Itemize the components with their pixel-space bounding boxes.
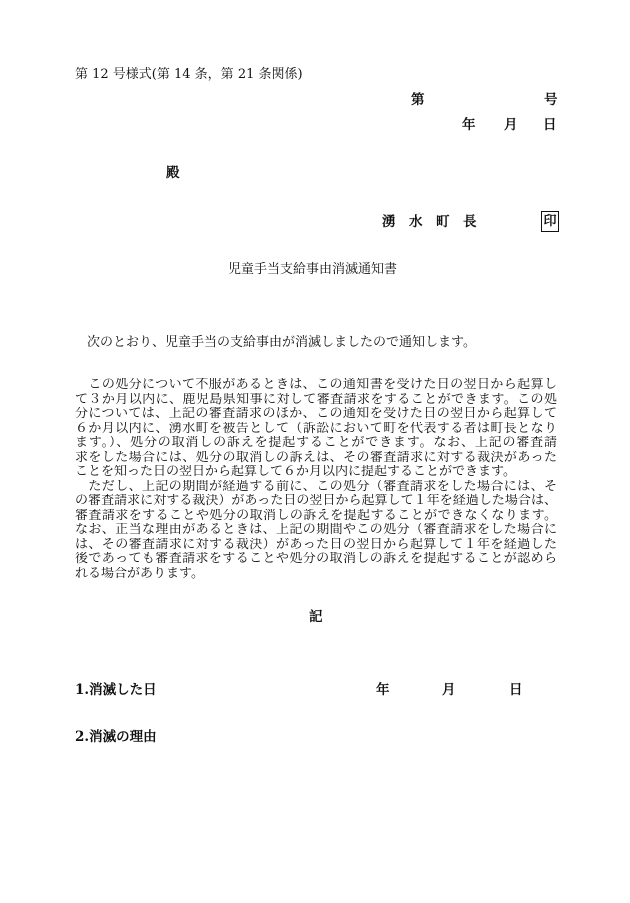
notice-line: て３か月以内に、鹿児島県知事に対して審査請求をすることができます。この処 [75,392,557,407]
notice-line: れる場合があります。 [75,566,204,581]
notice-line: の審査請求に対する裁決）があった日の翌日から起算して１年を経過した場合は、 [75,494,557,508]
document-number-prefix: 第 [411,92,425,108]
addressee-honorific: 殿 [166,165,180,181]
notice-body [75,378,557,581]
extinction-date-label: 1.消滅した日 [75,682,157,698]
issue-date-month: 月 [504,117,518,133]
record-heading: 記 [309,609,323,625]
notice-line: 後であっても審査請求をすることや処分の取消しの訴えを提起することが認めら [75,552,557,566]
extinction-date-year: 年 [376,682,390,698]
notice-line: ことを知った日の翌日から起算して６か月以内に提起することができます。 [75,465,516,479]
intro-text: 次のとおり、児童手当の支給事由が消滅しましたので通知します。 [87,335,476,350]
issue-date-year: 年 [462,117,476,133]
notice-line: 分については、上記の審査請求のほか、この通知を受けた日の翌日から起算して [75,407,557,421]
document-number-suffix: 号 [544,92,558,108]
notice-line: ６か月以内に、湧水町を被告として（訴訟において町を代表する者は町長となり [75,421,557,436]
notice-line: 求をした場合には、処分の取消しの訴えは、その審査請求に対する裁決があった [75,450,557,465]
notice-line: ただし、上記の期間が経過する前に、この処分（審査請求をした場合には、そ [75,479,557,494]
notice-line: この処分について不服があるときは、この通知書を受けた日の翌日から起算し [75,378,557,392]
notice-line: ます。）、処分の取消しの訴えを提起することができます。なお、上記の審査請 [75,436,557,450]
notice-line: は、その審査請求に対する裁決）があった日の翌日から起算して１年を経過した [75,537,557,552]
extinction-date-day: 日 [509,682,523,698]
extinction-date-month: 月 [442,682,456,698]
notice-line: なお、正当な理由があるときは、上記の期間やこの処分（審査請求をした場合に [75,523,557,537]
form-number-label: 第 12 号様式(第 14 条，第 21 条関係) [75,67,303,82]
issuer-name: 湧 水 町 長 [382,214,477,230]
seal-stamp-box: 印 [541,211,559,232]
notice-line: 審査請求をすることや処分の取消しの訴えを提起することができなくなります。 [75,508,557,523]
document-title: 児童手当支給事由消滅通知書 [228,262,398,277]
extinction-reason-label: 2.消滅の理由 [75,729,157,745]
issue-date-day: 日 [543,117,557,133]
